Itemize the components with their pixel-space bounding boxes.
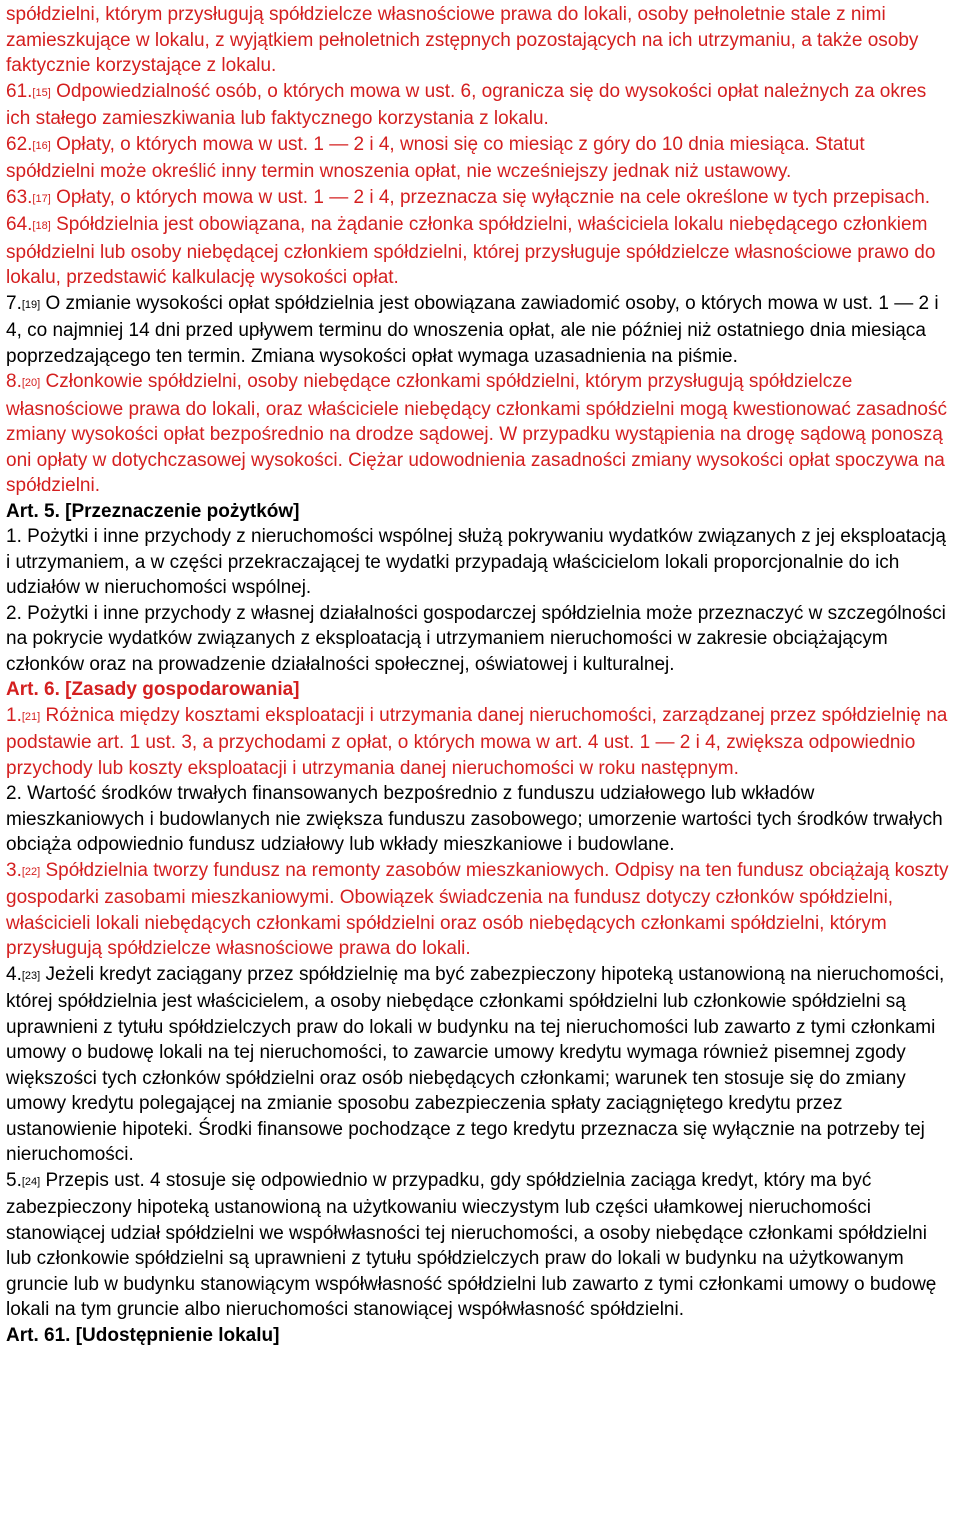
paragraph-number: 2. [6,602,22,624]
article-heading: Art. 61. [Udostępnienie lokalu] [6,1324,280,1346]
paragraph-text: Przepis ust. 4 stosuje się odpowiednio w przypadku, gdy spółdzielnia zaciąga kredyt, który ma być zabezpieczony hipoteką ustanowioną na użytkowaniu wieczystym lub części ułamkowej nieruchomości stanowiącej udział spółdzielni we współwłasności tej nieruchomości, a osoby niebędące członkami spółdzielni lub członkowie spółdzielni są uprawnieni z tytułu spółdzielczych praw do lokali w budynku na użytkowanym gruncie lub w budynku stanowiącym współwłasność spółdzielni lub zawarto z tymi członkami umowy o budowę lokali na tym gruncie albo nieruchomości stanowiącej współwłasność spółdzielni. [6,1169,937,1320]
paragraph-text: Pożytki i inne przychody z nieruchomości wspólnej służą pokrywaniu wydatków związanych z jej eksploatacją i utrzymaniem, a w części przekraczającej te wydatki przypadają właścicielom lokali proporcjonalnie do ich udziałów w nieruchomości wspólnej. [6,526,946,598]
paragraph-text: Odpowiedzialność osób, o których mowa w ust. 6, ogranicza się do wysokości opłat należnych za okres ich stałego zamieszkiwania lub faktycznego korzystania z lokalu. [6,80,927,129]
paragraph-number: 64. [6,214,33,235]
footnote-ref[interactable]: [17] [32,192,51,205]
paragraph-text: Opłaty, o których mowa w ust. 1 — 2 i 4, wnosi się co miesiąc z góry do 10 dnia miesiąca. Statut spółdzielni może określić inny termin wnoszenia opłat, nie wcześniejszy jednak niż ustawowy. [6,133,865,182]
paragraph-number: 3. [6,859,22,881]
paragraph-text: Członkowie spółdzielni, osoby niebędące członkami spółdzielni, którym przysługują spółdzielcze własnościowe prawa do lokali, oraz właściciele niebędący członkami spółdzielni mogą kwestionować zasadność zmiany wysokości opłat bezpośrednio na drodze sądowej. W przypadku wystąpienia na drogę sądową ponoszą oni opłaty w dotychczasowej wysokości. Ciężar udowodnienia zasadności zmiany wysokości opłat spoczywa na spółdzielni. [6,371,947,496]
footnote-ref[interactable]: [19] [21,298,41,311]
paragraph [6,291,954,370]
paragraph-number: 62. [6,133,33,155]
paragraph [6,703,954,782]
footnote-ref[interactable]: [18] [32,220,51,232]
paragraph-text: Spółdzielnia tworzy fundusz na remonty zasobów mieszkaniowych. Odpisy na ten fundusz obciążają koszty gospodarki zasobami mieszkaniowymi. Obowiązek świadczenia na fundusz dotyczy członków spółdzielni, właścicieli lokali niebędących członkami spółdzielni oraz osób niebędących członkami spółdzielni, którym przysługują spółdzielcze własnościowe prawa do lokali. [6,859,949,959]
footnote-ref[interactable]: [16] [32,139,51,152]
paragraph [6,858,954,962]
paragraph-text: Opłaty, o których mowa w ust. 1 — 2 i 4, przeznacza się wyłącznie na cele określone w tych przepisach. [56,186,931,208]
paragraph [6,781,954,858]
paragraph [6,1168,954,1323]
paragraph-number: 8. [6,371,22,392]
paragraph-number: 7. [6,292,22,314]
paragraph-number: 1. [6,526,22,547]
paragraph-number: 2. [6,783,22,804]
paragraph [6,962,954,1168]
paragraph-number: 4. [6,963,22,985]
footnote-ref[interactable]: [20] [21,377,41,389]
paragraph [6,185,954,213]
footnote-ref[interactable]: [21] [21,710,41,723]
footnote-ref[interactable]: [24] [21,1175,41,1188]
paragraph-number: 5. [6,1169,22,1191]
paragraph-number: 1. [6,704,22,726]
paragraph-text: O zmianie wysokości opłat spółdzielnia jest obowiązana zawiadomić osoby, o których mowa w ust. 1 — 2 i 4, co najmniej 14 dni przed upływem terminu do wnoszenia opłat, ale nie później niż ostatniego dnia miesiąca poprzedzającego ten termin. Zmiana wysokości opłat wymaga uzasadnienia na piśmie. [6,292,939,367]
paragraph-continuation: spółdzielni, którym przysługują spółdzielcze własnościowe prawa do lokali, osoby pełnoletnie stale z nimi zamieszkujące w lokalu, z wyjątkiem pełnoletnich zstępnych pozostających na ich utrzymaniu, a także osoby faktycznie korzystające z lokalu. [6,4,919,76]
footnote-ref[interactable]: [15] [32,86,51,99]
footnote-ref[interactable]: [23] [21,969,41,982]
article-heading: Art. 6. [Zasady gospodarowania] [6,679,300,700]
paragraph [6,132,954,185]
paragraph-number: 63. [6,186,33,208]
paragraph [6,212,954,291]
paragraph [6,79,954,132]
paragraph [6,601,954,678]
paragraph [6,369,954,499]
paragraph-text: Różnica między kosztami eksploatacji i utrzymania danej nieruchomości, zarządzanej przez spółdzielnię na podstawie art. 1 ust. 3, a przychodami z opłat, o których mowa w art. 4 ust. 1 — 2 i 4, zwiększa odpowiednio przychody lub koszty eksploatacji i utrzymania danej nieruchomości w roku następnym. [6,704,948,779]
footnote-ref[interactable]: [22] [21,865,41,878]
paragraph-text: Spółdzielnia jest obowiązana, na żądanie członka spółdzielni, właściciela lokalu niebędącego członkiem spółdzielni lub osoby niebędącej członkiem spółdzielni, której przysługuje spółdzielcze własnościowe prawo do lokalu, przedstawić kalkulację wysokości opłat. [6,214,936,288]
paragraph-text: Wartość środków trwałych finansowanych bezpośrednio z funduszu udziałowego lub wkładów mieszkaniowych i budowlanych nie zwiększa funduszu zasobowego; umorzenie wartości tych środków trwałych obciąża odpowiednio fundusz udziałowy lub wkłady mieszkaniowe i budowlane. [6,783,943,855]
article-heading: Art. 5. [Przeznaczenie pożytków] [6,500,300,522]
paragraph-text: Jeżeli kredyt zaciągany przez spółdzielnię ma być zabezpieczony hipoteką ustanowioną na nieruchomości, której spółdzielnia jest właścicielem, a osoby niebędące członkami spółdzielni lub członkowie spółdzielni są uprawnieni z tytułu spółdzielczych praw do lokali w budynku na tej nieruchomości lub zawarto z tymi członkami umowy o budowę lokali na tej nieruchomości, to zawarcie umowy kredytu wymaga również pisemnej zgody większości tych członków spółdzielni oraz osób niebędących członkami; warunek ten stosuje się do zmiany umowy kredytu polegającej na zmianie sposobu zabezpieczenia spłaty zaciągniętego kredytu przez ustanowienie hipoteki. Środki finansowe pochodzące z tego kredytu przeznacza się wyłącznie na potrzeby tej nieruchomości. [6,963,945,1165]
paragraph-number: 61. [6,80,33,102]
paragraph [6,524,954,601]
paragraph-text: Pożytki i inne przychody z własnej działalności gospodarczej spółdzielnia może przeznaczyć w szczególności na pokrycie wydatków związanych z eksploatacją i utrzymaniem nieruchomości w zakresie obciążającym członków oraz na prowadzenie działalności społecznej, oświatowej i kulturalnej. [6,602,946,675]
